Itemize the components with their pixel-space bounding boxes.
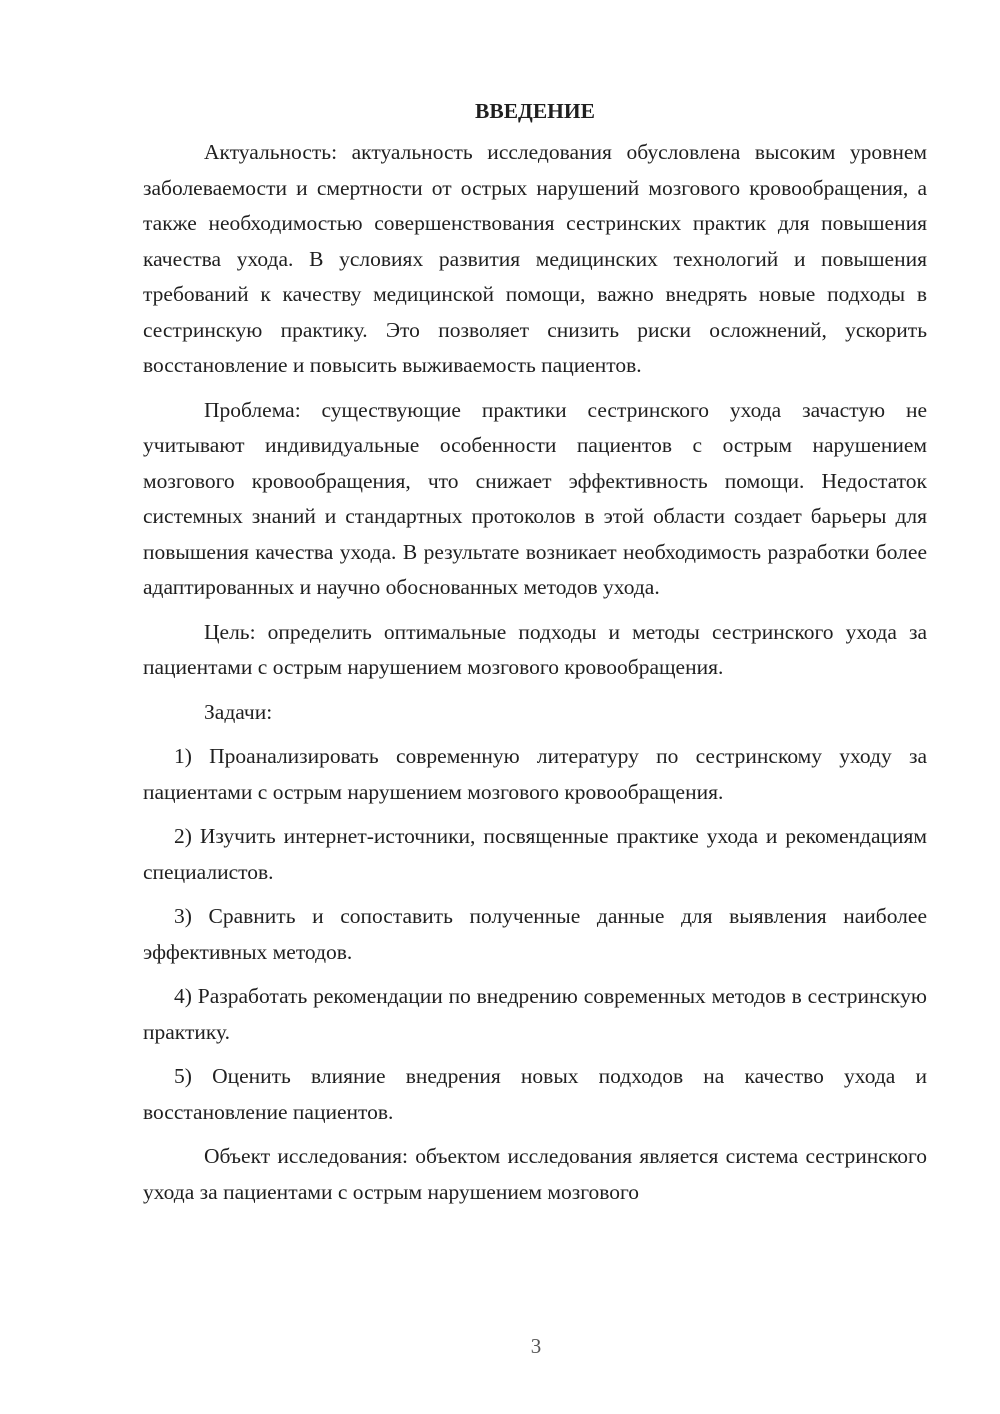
relevance-paragraph: Актуальность: актуальность исследования обусловлена высоким уровнем заболеваемости и смертности от острых нарушений мозгового кровообращения, а также необходимостью совершенствования сестринских практик для повышения качества ухода. В условиях развития медицинских технологий и повышения требований к качеству медицинской помощи, важно внедрять новые подходы в сестринскую практику. Это позволяет снизить риски осложнений, ускорить восстановление и повысить выживаемость пациентов. [143,140,927,377]
goal-paragraph: Цель: определить оптимальные подходы и методы сестринского ухода за пациентами с острым нарушением мозгового кровообращения. [143,619,927,679]
task-item: 3) Сравнить и сопоставить полученные данные для выявления наиболее эффективных методов. [143,904,927,964]
problem-paragraph: Проблема: существующие практики сестринского ухода зачастую не учитывают индивидуальные особенности пациентов с острым нарушением мозгового кровообращения, что снижает эффективность помощи. Недостаток системных знаний и стандартных протоколов в этой области создает барьеры для повышения качества ухода. В результате возникает необходимость разработки более адаптированных и научно обоснованных методов ухода. [143,397,927,599]
tasks-label: Задачи: [204,699,273,724]
section-heading: ВВЕДЕНИЕ [475,99,595,123]
object-paragraph: Объект исследования: объектом исследования является система сестринского ухода за пациентами с острым нарушением мозгового [143,1144,927,1204]
task-item: 2) Изучить интернет-источники, посвященные практике ухода и рекомендациям специалистов. [143,824,927,884]
page-number: 3 [530,1334,542,1358]
task-item: 1) Проанализировать современную литературу по сестринскому уходу за пациентами с острым нарушением мозгового кровообращения. [143,744,927,804]
task-item: 4) Разработать рекомендации по внедрению современных методов в сестринскую практику. [143,984,927,1044]
task-item: 5) Оценить влияние внедрения новых подходов на качество ухода и восстановление пациентов. [143,1064,927,1124]
page-content [143,98,927,1219]
